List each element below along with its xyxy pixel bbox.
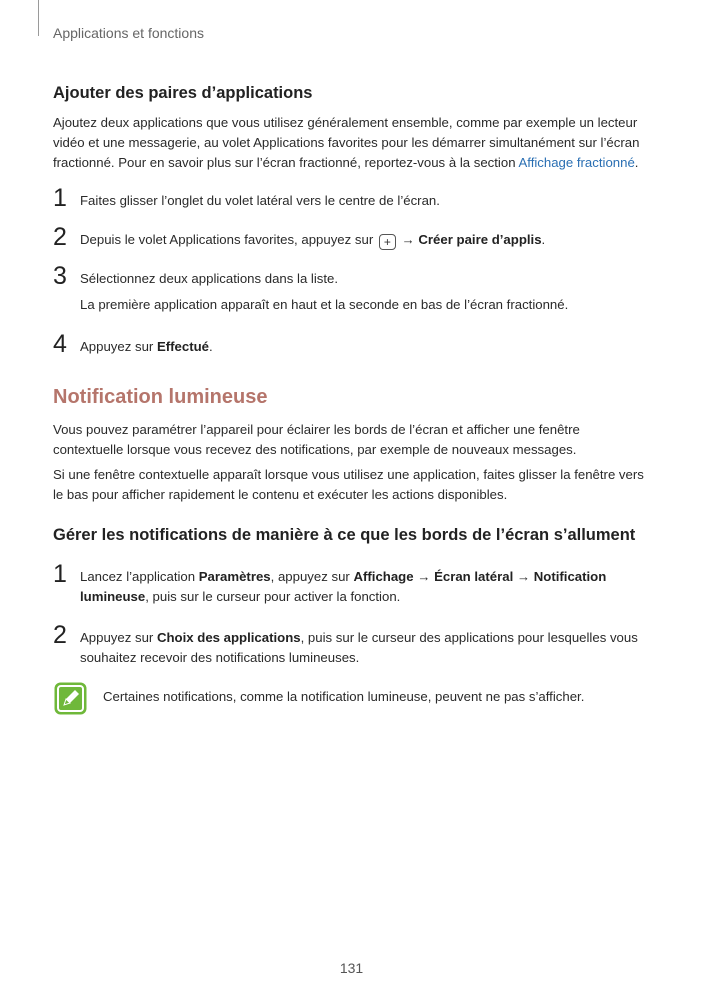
settings-label: Paramètres [198,569,271,584]
step-text-end: , puis sur le curseur des applications pour lesquelles vous souhaitez recevoir des notifications lumineuses. [80,630,638,665]
step-text [80,269,649,315]
edge-screen-label: Écran latéral [434,569,514,584]
step-text-part: , appuyez sur [270,569,354,584]
arrow: → [513,569,534,584]
intro-end: . [634,155,639,170]
step-text-main: Sélectionnez deux applications dans la liste. [80,271,339,286]
step-text-part: Appuyez sur [80,339,157,354]
step-text-part: Appuyez sur [80,630,157,645]
corner-rule [38,0,39,36]
split-screen-link[interactable]: Affichage fractionné [518,155,635,170]
step-text-part: Depuis le volet Applications favorites, appuyez sur [80,232,374,247]
step-text-part: Lancez l’application [80,569,199,584]
section-intro [53,113,649,173]
add-icon: + [379,234,396,250]
step-text-end: . [209,339,213,354]
edge-lighting-para-2: Si une fenêtre contextuelle apparaît lorsque vous utilisez une application, faites glisser la fenêtre vers le bas pour afficher rapidement le contenu et exécuter les actions disponibles. [53,467,644,502]
arrow: → [413,569,435,584]
section-title-edge-lighting: Notification lumineuse [53,386,268,408]
step-text [80,567,649,607]
note-pencil-icon [54,682,87,715]
step-number: 1 [53,184,67,212]
step-text: Faites glisser l’onglet du volet latéral vers le centre de l’écran. [80,193,440,208]
arrow: → [397,232,419,247]
page-header: Applications et fonctions [53,25,204,41]
edge-lighting-label: Notification lumineuse [80,569,607,604]
section-title-app-pairs: Ajouter des paires d’applications [53,84,313,102]
step-text-end: , puis sur le curseur pour activer la fonction. [145,589,401,604]
step-text-end: . [541,232,546,247]
step-subtext: La première application apparaît en haut et la seconde en bas de l’écran fractionné. [80,297,569,312]
step-number: 3 [53,262,67,290]
page-number: 131 [339,960,364,976]
note-text: Certaines notifications, comme la notification lumineuse, peuvent ne pas s’afficher. [103,689,585,704]
step-text [80,337,649,357]
edge-lighting-para-1: Vous pouvez paramétrer l’appareil pour éclairer les bords de l’écran et afficher une fenêtre contextuelle lorsque vous recevez des notifications, par exemple de nouveaux messages. [53,422,580,457]
step-number: 1 [53,560,67,588]
step-number: 4 [53,330,67,358]
step-text [80,628,649,668]
create-app-pair-label: Créer paire d’applis [418,232,542,247]
step-number: 2 [53,621,67,649]
step-number: 2 [53,223,67,251]
section-title-manage-notifications: Gérer les notifications de manière à ce que les bords de l’écran s’allument [53,526,636,544]
step-text [80,230,649,250]
display-label: Affichage [353,569,414,584]
choose-apps-label: Choix des applications [156,630,301,645]
intro-text: Ajoutez deux applications que vous utilisez généralement ensemble, comme par exemple un lecteur vidéo et une messagerie, au volet Applications favorites pour les démarrer simultanément sur l’écran fractionné. Pour en savoir plus sur l’écran fractionné, reportez-vous à la section [53,115,640,170]
done-label: Effectué [156,339,209,354]
